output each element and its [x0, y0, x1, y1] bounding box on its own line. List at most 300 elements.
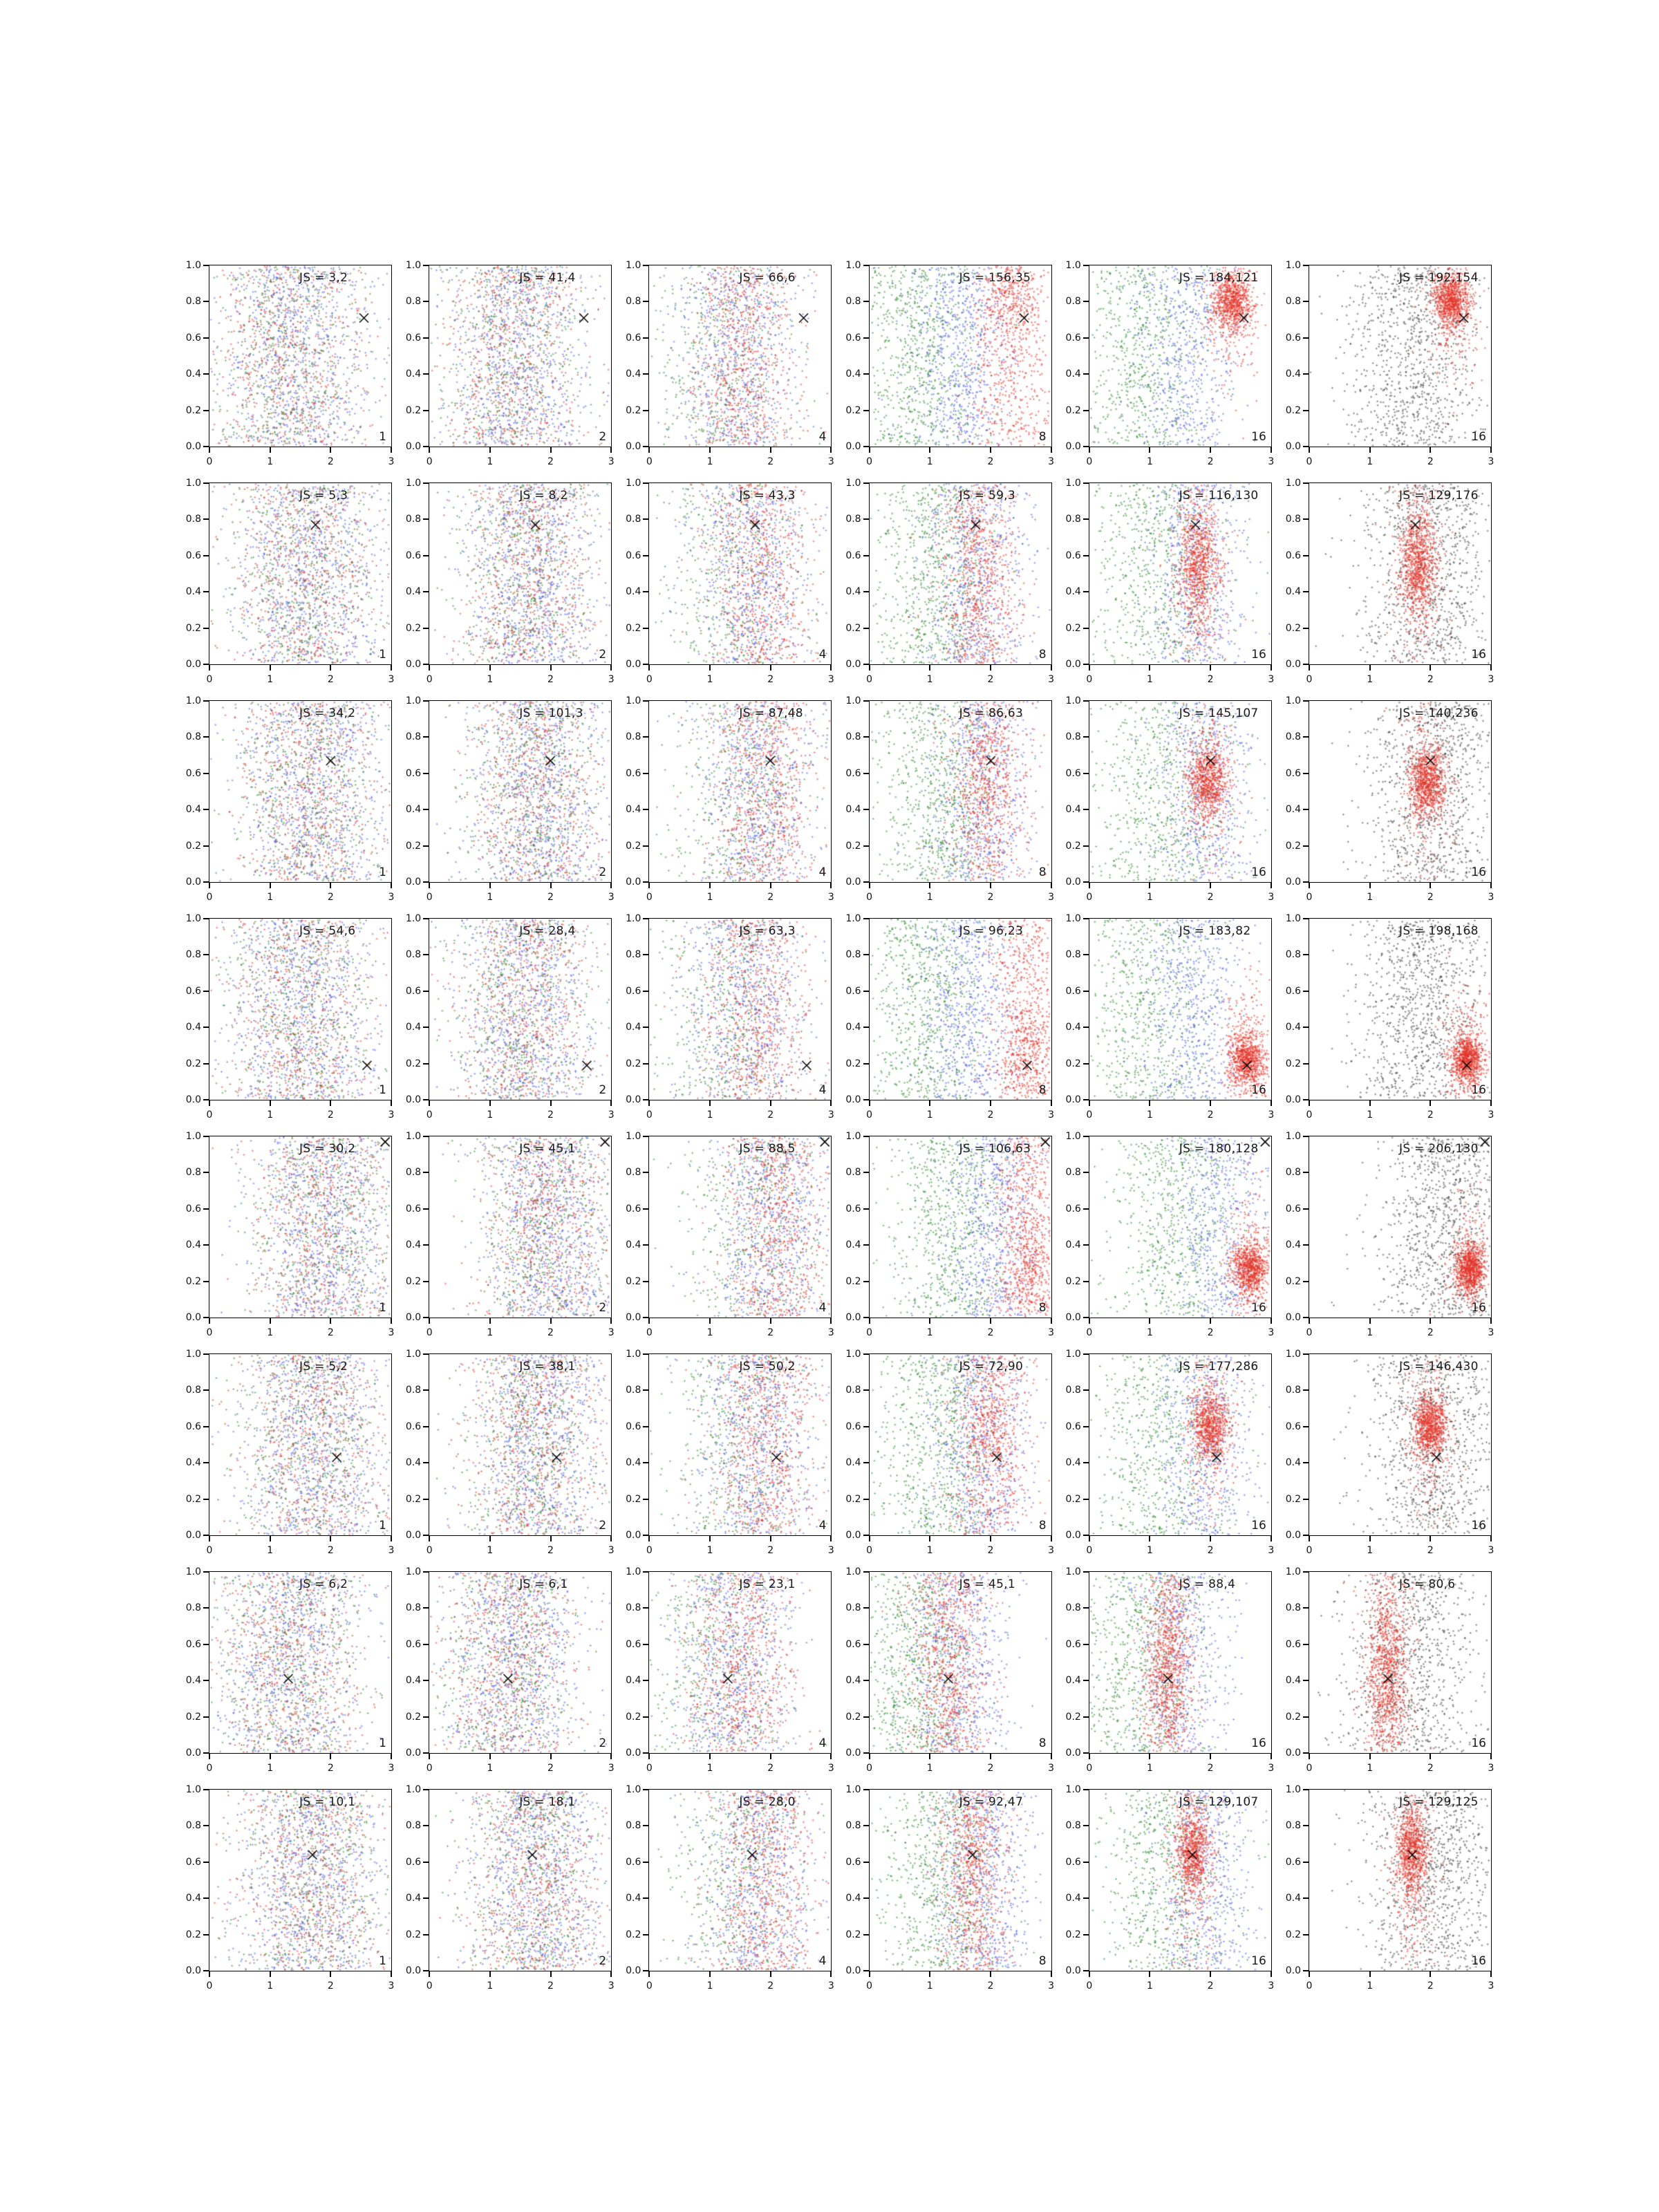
js-divergence-annotation: JS = 106,63 [959, 1142, 1031, 1156]
y-tick-mark [643, 518, 648, 520]
y-tick-label: 1.0 [626, 1349, 641, 1360]
x-tick-mark [550, 1318, 552, 1324]
x-tick-label: 1 [1146, 674, 1153, 685]
y-tick-mark [1303, 1499, 1309, 1500]
component-count-label: 1 [379, 1519, 386, 1533]
y-tick-mark [643, 301, 648, 302]
y-tick-label: 0.4 [626, 804, 641, 816]
x-tick-mark [709, 1100, 711, 1106]
y-tick-mark [1083, 809, 1089, 810]
x-tick-label: 0 [1306, 1980, 1313, 1991]
x-tick-mark [429, 1536, 430, 1541]
y-tick-mark [1083, 1027, 1089, 1028]
x-tick-mark [429, 665, 430, 671]
y-tick-mark [863, 1353, 869, 1355]
x-tick-mark [1309, 1100, 1310, 1106]
x-tick-mark [1271, 1318, 1272, 1324]
x-tick-label: 2 [547, 674, 554, 685]
y-tick-label: 0.4 [845, 368, 861, 380]
y-tick-mark [1083, 1571, 1089, 1573]
x-tick-label: 1 [267, 1545, 274, 1556]
y-tick-mark [1083, 736, 1089, 738]
x-tick-mark [709, 1536, 711, 1541]
y-tick-mark [643, 1462, 648, 1463]
x-tick-mark [770, 665, 771, 671]
y-tick-mark [863, 373, 869, 375]
x-tick-label: 0 [866, 674, 873, 685]
y-tick-mark [863, 1716, 869, 1718]
y-tick-label: 0.8 [626, 1602, 641, 1614]
x-tick-mark [391, 1971, 392, 1977]
x-tick-mark [1309, 1754, 1310, 1759]
y-tick-label: 1.0 [1285, 260, 1301, 271]
y-tick-label: 0.0 [1065, 1747, 1081, 1759]
x-tick-mark [610, 1100, 612, 1106]
y-tick-mark [1083, 1934, 1089, 1936]
scatter-points-canvas [429, 701, 611, 882]
y-tick-mark [643, 1571, 648, 1573]
x-tick-label: 0 [206, 892, 213, 903]
x-tick-label: 3 [1048, 674, 1055, 685]
y-tick-label: 1.0 [185, 1566, 201, 1577]
x-tick-mark [1210, 1754, 1211, 1759]
y-tick-mark [423, 1027, 429, 1028]
y-tick-label: 0.8 [185, 296, 201, 308]
component-count-label: 4 [818, 648, 827, 662]
y-tick-mark [1303, 628, 1309, 629]
y-tick-label: 1.0 [185, 695, 201, 706]
component-count-label: 4 [818, 1736, 827, 1750]
x-tick-mark [610, 883, 612, 888]
y-tick-mark [203, 1934, 209, 1936]
x-tick-label: 0 [1086, 674, 1093, 685]
y-tick-label: 0.2 [1065, 840, 1081, 852]
x-tick-mark [1271, 883, 1272, 888]
js-divergence-annotation: JS = 34,2 [299, 706, 356, 720]
x-tick-label: 1 [706, 892, 713, 903]
component-count-label: 16 [1471, 1954, 1486, 1968]
y-tick-label: 0.0 [845, 1530, 861, 1541]
y-tick-label: 0.0 [626, 1747, 641, 1759]
js-divergence-annotation: JS = 192,154 [1399, 271, 1479, 285]
scatter-points-canvas [209, 1790, 391, 1971]
x-tick-mark [610, 665, 612, 671]
y-tick-label: 0.6 [626, 767, 641, 779]
x-tick-label: 0 [426, 1109, 433, 1121]
y-tick-mark [1083, 954, 1089, 955]
y-tick-mark [863, 1825, 869, 1826]
x-tick-label: 3 [827, 1109, 834, 1121]
y-tick-mark [203, 1208, 209, 1210]
y-tick-label: 0.2 [1065, 1275, 1081, 1287]
x-tick-mark [1089, 883, 1090, 888]
y-tick-label: 0.8 [845, 1167, 861, 1179]
scatter-panel-r4c1 [185, 913, 395, 1121]
scatter-points-canvas [870, 1790, 1051, 1971]
x-tick-mark [1369, 1754, 1371, 1759]
y-tick-label: 0.8 [1285, 514, 1301, 525]
y-tick-mark [1083, 881, 1089, 883]
x-tick-label: 1 [487, 456, 494, 467]
js-divergence-annotation: JS = 184,121 [1179, 271, 1259, 285]
y-tick-mark [1083, 1353, 1089, 1355]
y-tick-label: 0.2 [405, 1058, 422, 1069]
x-tick-mark [830, 447, 832, 453]
x-tick-label: 2 [767, 674, 774, 685]
y-tick-label: 0.4 [845, 1675, 861, 1687]
y-tick-mark [423, 1571, 429, 1573]
y-tick-mark [203, 518, 209, 520]
y-tick-label: 1.0 [1285, 1131, 1301, 1142]
x-tick-label: 3 [608, 1545, 615, 1556]
y-tick-label: 0.0 [185, 1094, 201, 1105]
y-tick-label: 0.2 [1065, 1929, 1081, 1940]
js-divergence-annotation: JS = 38,1 [519, 1360, 576, 1374]
x-tick-mark [990, 665, 991, 671]
x-tick-label: 1 [487, 1763, 494, 1774]
y-tick-label: 0.4 [1065, 1239, 1081, 1251]
component-count-label: 2 [599, 1519, 607, 1533]
x-tick-mark [610, 447, 612, 453]
x-tick-mark [830, 1100, 832, 1106]
y-tick-label: 0.0 [405, 659, 422, 670]
y-tick-mark [1083, 518, 1089, 520]
y-tick-mark [1303, 881, 1309, 883]
x-tick-label: 3 [1268, 892, 1275, 903]
y-tick-label: 0.2 [626, 1275, 641, 1287]
y-tick-label: 0.0 [845, 1747, 861, 1759]
scatter-points-canvas [870, 701, 1051, 882]
y-tick-label: 0.6 [845, 550, 861, 561]
js-divergence-annotation: JS = 41,4 [519, 271, 576, 285]
scatter-panel-r5c1 [185, 1131, 395, 1338]
x-tick-mark [610, 1318, 612, 1324]
x-tick-label: 1 [487, 1980, 494, 1991]
y-tick-label: 0.2 [1065, 622, 1081, 634]
js-divergence-annotation: JS = 18,1 [519, 1795, 576, 1809]
js-divergence-annotation: JS = 5,2 [299, 1360, 348, 1374]
x-tick-mark [770, 447, 771, 453]
x-tick-mark [270, 1536, 271, 1541]
y-tick-mark [643, 700, 648, 702]
y-tick-mark [643, 1862, 648, 1863]
y-tick-mark [1083, 1862, 1089, 1863]
y-tick-mark [863, 881, 869, 883]
y-tick-label: 0.8 [1285, 296, 1301, 308]
component-count-label: 4 [818, 1954, 827, 1968]
x-tick-mark [1490, 1318, 1492, 1324]
scatter-points-canvas [649, 1354, 831, 1535]
scatter-panel-r5c5 [1065, 1131, 1275, 1338]
y-tick-label: 0.6 [1285, 1203, 1301, 1215]
x-tick-label: 1 [1367, 1109, 1374, 1121]
y-tick-label: 0.6 [405, 1421, 422, 1432]
y-tick-label: 0.4 [845, 1022, 861, 1033]
scatter-panel-r8c1 [185, 1784, 395, 1991]
y-tick-label: 1.0 [185, 913, 201, 924]
y-tick-mark [643, 1934, 648, 1936]
y-tick-label: 0.0 [1285, 441, 1301, 452]
y-tick-label: 0.0 [845, 877, 861, 888]
y-tick-label: 0.8 [845, 1602, 861, 1614]
x-tick-mark [330, 883, 331, 888]
y-tick-label: 0.8 [185, 1820, 201, 1832]
x-tick-label: 3 [1488, 1109, 1494, 1121]
y-tick-label: 0.2 [626, 1058, 641, 1069]
y-tick-mark [863, 1571, 869, 1573]
x-tick-mark [330, 665, 331, 671]
y-tick-label: 0.4 [185, 804, 201, 816]
x-tick-mark [1089, 1971, 1090, 1977]
x-tick-mark [1051, 665, 1052, 671]
scatter-panel-r4c4 [845, 913, 1055, 1121]
x-tick-mark [1309, 447, 1310, 453]
x-tick-mark [1089, 1536, 1090, 1541]
x-tick-label: 2 [1427, 456, 1434, 467]
y-tick-mark [1303, 1862, 1309, 1863]
y-tick-mark [643, 1644, 648, 1645]
y-tick-label: 0.4 [185, 1239, 201, 1251]
y-tick-mark [1083, 337, 1089, 339]
y-tick-mark [423, 1317, 429, 1318]
y-tick-label: 0.8 [405, 1820, 422, 1832]
y-tick-label: 0.6 [405, 1203, 422, 1215]
y-tick-mark [203, 954, 209, 955]
x-tick-label: 1 [267, 1109, 274, 1121]
x-tick-mark [391, 665, 392, 671]
y-tick-label: 0.6 [845, 767, 861, 779]
component-count-label: 16 [1251, 1083, 1266, 1097]
js-divergence-annotation: JS = 129,107 [1179, 1795, 1259, 1809]
x-tick-mark [1149, 883, 1150, 888]
scatter-points-canvas [1309, 919, 1491, 1100]
x-tick-mark [1369, 447, 1371, 453]
scatter-points-canvas [1309, 701, 1491, 882]
scatter-points-canvas [1089, 1790, 1271, 1971]
x-tick-label: 2 [547, 1327, 554, 1338]
y-tick-mark [643, 1897, 648, 1899]
y-tick-mark [643, 1136, 648, 1137]
x-tick-mark [1430, 1536, 1431, 1541]
y-tick-label: 0.8 [1065, 1167, 1081, 1179]
scatter-points-canvas [1309, 265, 1491, 447]
y-tick-mark [423, 1462, 429, 1463]
y-tick-mark [203, 1027, 209, 1028]
x-tick-label: 3 [388, 456, 395, 467]
y-tick-mark [1083, 1172, 1089, 1173]
scatter-points-canvas [1309, 1572, 1491, 1753]
y-tick-label: 0.6 [1065, 1421, 1081, 1432]
scatter-points-canvas [429, 1136, 611, 1318]
y-tick-label: 0.6 [185, 1203, 201, 1215]
x-tick-label: 1 [1146, 1545, 1153, 1556]
y-tick-mark [203, 446, 209, 447]
y-tick-mark [1083, 591, 1089, 592]
y-tick-mark [863, 410, 869, 411]
x-tick-label: 1 [267, 1327, 274, 1338]
y-tick-label: 1.0 [626, 478, 641, 489]
scatter-points-canvas [209, 701, 391, 882]
y-tick-label: 0.4 [1285, 368, 1301, 380]
y-tick-mark [1303, 1426, 1309, 1427]
y-tick-label: 1.0 [185, 260, 201, 271]
x-tick-label: 0 [1086, 1327, 1093, 1338]
x-tick-label: 1 [706, 674, 713, 685]
js-divergence-annotation: JS = 116,130 [1179, 489, 1259, 503]
y-tick-mark [643, 1244, 648, 1246]
y-tick-mark [863, 1680, 869, 1681]
y-tick-label: 0.8 [1065, 1602, 1081, 1614]
y-tick-label: 1.0 [845, 913, 861, 924]
x-tick-mark [270, 665, 271, 671]
x-tick-mark [429, 1100, 430, 1106]
scatter-points-canvas [649, 1790, 831, 1971]
y-tick-mark [1303, 1644, 1309, 1645]
y-tick-label: 0.0 [845, 1965, 861, 1976]
x-tick-mark [550, 1536, 552, 1541]
y-tick-mark [423, 1099, 429, 1100]
component-count-label: 1 [379, 865, 386, 879]
y-tick-label: 0.6 [626, 1856, 641, 1868]
y-tick-mark [863, 628, 869, 629]
x-tick-mark [1210, 447, 1211, 453]
y-tick-label: 0.2 [845, 622, 861, 634]
y-tick-label: 0.4 [1285, 586, 1301, 598]
scatter-points-canvas [1089, 919, 1271, 1100]
js-divergence-annotation: JS = 146,430 [1399, 1360, 1479, 1374]
x-tick-label: 3 [1488, 1545, 1494, 1556]
x-tick-label: 3 [1268, 1763, 1275, 1774]
y-tick-mark [1303, 518, 1309, 520]
x-tick-mark [550, 1754, 552, 1759]
y-tick-label: 0.0 [1285, 1747, 1301, 1759]
y-tick-label: 0.6 [185, 1856, 201, 1868]
js-divergence-annotation: JS = 101,3 [519, 706, 583, 720]
y-tick-label: 1.0 [626, 913, 641, 924]
scatter-points-canvas [429, 1572, 611, 1753]
x-tick-label: 2 [1427, 1980, 1434, 1991]
x-tick-label: 2 [1207, 1763, 1214, 1774]
y-tick-label: 1.0 [845, 1131, 861, 1142]
js-divergence-annotation: JS = 96,23 [959, 924, 1024, 938]
y-tick-mark [643, 1607, 648, 1609]
y-tick-mark [1303, 845, 1309, 847]
y-tick-label: 0.8 [845, 1385, 861, 1396]
y-tick-mark [423, 1499, 429, 1500]
x-tick-mark [869, 1100, 870, 1106]
y-tick-label: 0.6 [626, 550, 641, 561]
y-tick-mark [863, 954, 869, 955]
x-tick-mark [270, 1971, 271, 1977]
x-tick-label: 3 [827, 456, 834, 467]
y-tick-label: 0.8 [845, 514, 861, 525]
y-tick-mark [203, 1317, 209, 1318]
y-tick-mark [1303, 1063, 1309, 1065]
x-tick-mark [770, 1100, 771, 1106]
y-tick-mark [863, 1063, 869, 1065]
scatter-points-canvas [209, 919, 391, 1100]
y-tick-label: 0.6 [1285, 767, 1301, 779]
scatter-points-canvas [1089, 1136, 1271, 1318]
y-tick-mark [1083, 410, 1089, 411]
y-tick-label: 0.8 [1065, 1385, 1081, 1396]
y-tick-label: 0.6 [1065, 1638, 1081, 1650]
x-tick-mark [770, 1971, 771, 1977]
x-tick-label: 1 [706, 1980, 713, 1991]
scatter-panel-r2c4 [845, 478, 1055, 685]
x-tick-label: 2 [327, 1980, 334, 1991]
y-tick-mark [863, 301, 869, 302]
x-tick-mark [1430, 665, 1431, 671]
x-tick-label: 0 [646, 456, 653, 467]
x-tick-label: 1 [926, 674, 933, 685]
x-tick-label: 2 [1207, 674, 1214, 685]
scatter-panel-r5c6 [1285, 1131, 1494, 1338]
x-tick-label: 1 [1146, 892, 1153, 903]
x-tick-mark [869, 1754, 870, 1759]
y-tick-mark [643, 1099, 648, 1100]
y-tick-mark [1303, 1027, 1309, 1028]
scatter-points-canvas [649, 483, 831, 664]
x-tick-mark [391, 1100, 392, 1106]
y-tick-label: 0.0 [626, 659, 641, 670]
y-tick-mark [203, 1789, 209, 1790]
x-tick-label: 0 [1306, 674, 1313, 685]
y-tick-mark [423, 1934, 429, 1936]
x-tick-label: 2 [547, 456, 554, 467]
x-tick-label: 0 [866, 892, 873, 903]
x-tick-mark [209, 665, 210, 671]
x-tick-mark [1271, 1100, 1272, 1106]
y-tick-label: 0.0 [1065, 1965, 1081, 1976]
y-tick-label: 0.2 [185, 1711, 201, 1723]
component-count-label: 16 [1471, 1519, 1486, 1533]
x-tick-mark [330, 1318, 331, 1324]
x-tick-label: 3 [608, 456, 615, 467]
x-tick-mark [709, 1971, 711, 1977]
y-tick-label: 0.4 [626, 1893, 641, 1904]
x-tick-label: 1 [1146, 1327, 1153, 1338]
x-tick-mark [1369, 1971, 1371, 1977]
scatter-points-canvas [429, 265, 611, 447]
y-tick-label: 0.6 [185, 767, 201, 779]
x-tick-label: 0 [1306, 1109, 1313, 1121]
x-tick-label: 0 [1306, 1545, 1313, 1556]
x-tick-mark [830, 1971, 832, 1977]
x-tick-mark [648, 447, 650, 453]
y-tick-label: 1.0 [626, 1784, 641, 1795]
js-divergence-annotation: JS = 8,2 [519, 489, 568, 503]
y-tick-mark [863, 1317, 869, 1318]
x-tick-mark [709, 1318, 711, 1324]
x-tick-mark [209, 1754, 210, 1759]
x-tick-label: 2 [327, 1545, 334, 1556]
y-tick-mark [643, 265, 648, 266]
component-count-label: 16 [1471, 865, 1486, 879]
x-tick-mark [391, 883, 392, 888]
y-tick-label: 0.6 [1065, 332, 1081, 344]
y-tick-label: 1.0 [1285, 1349, 1301, 1360]
component-count-label: 16 [1251, 865, 1266, 879]
x-tick-label: 2 [1207, 1109, 1214, 1121]
x-tick-label: 0 [1086, 892, 1093, 903]
x-tick-label: 3 [388, 674, 395, 685]
x-tick-label: 2 [327, 674, 334, 685]
x-tick-mark [929, 1754, 930, 1759]
y-tick-label: 0.6 [1285, 1856, 1301, 1868]
y-tick-label: 0.4 [845, 1239, 861, 1251]
y-tick-label: 0.2 [1285, 1493, 1301, 1505]
